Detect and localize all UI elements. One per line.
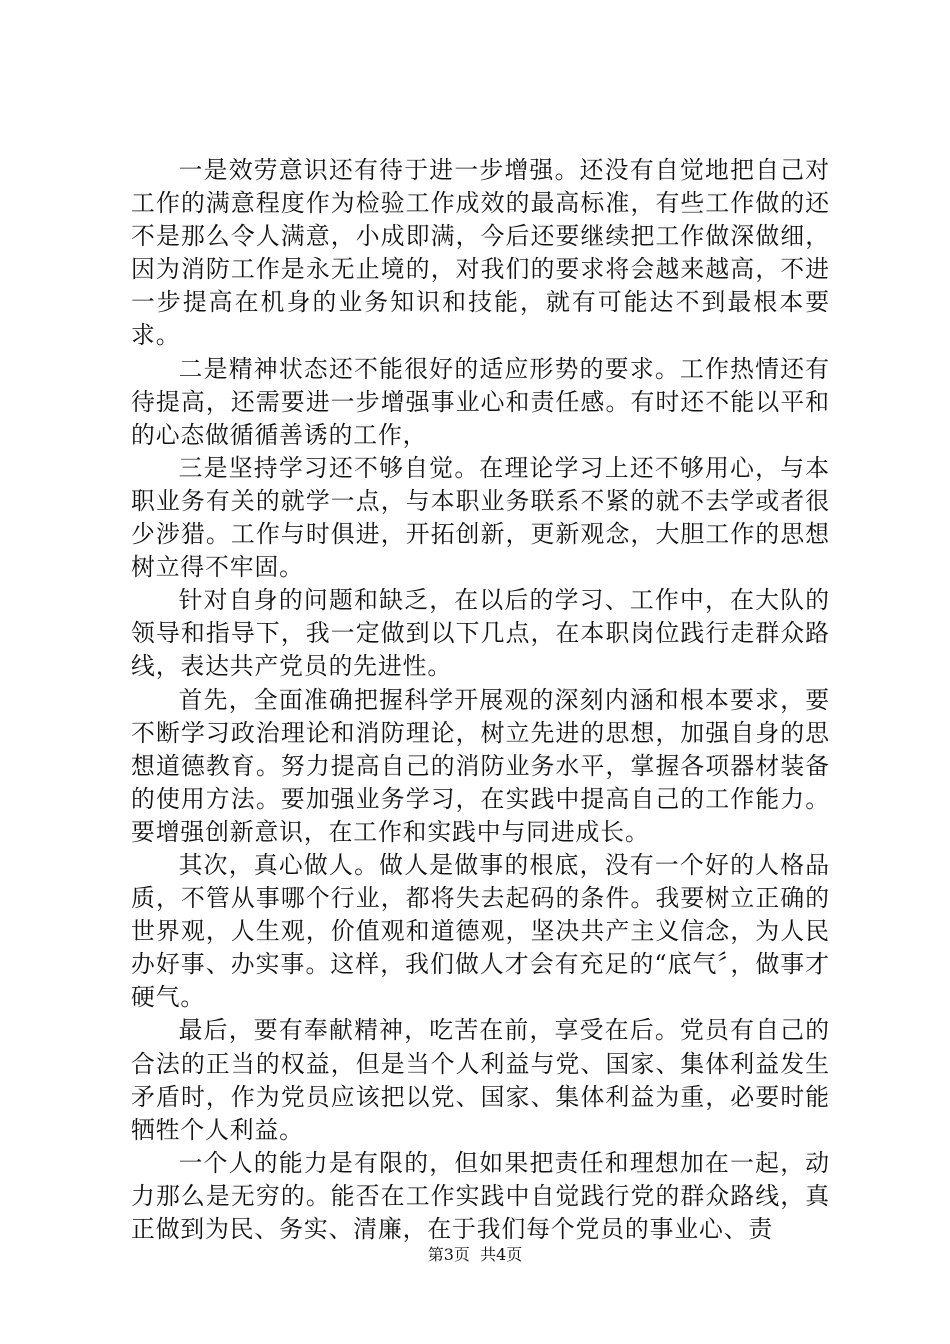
paragraph-improvement-plan: 针对自身的问题和缺乏，在以后的学习、工作中，在大队的领导和指导下，我一定做到以下几点，在本职岗位践行走群众路线，表达共产党员的先进性。: [131, 586, 830, 681]
paragraph-first: 首先，全面准确把握科学开展观的深刻内涵和根本要求，要不断学习政治理论和消防理论，树立先进的思想，加强自身的思想道德教育。努力提高自己的消防业务水平，掌握各项器材装备的使用方法。要加强业务学习，在实践中提高自己的工作能力。要增强创新意识，在工作和实践中与同进成长。: [131, 685, 830, 846]
paragraph-mental-state: 二是精神状态还不能很好的适应形势的要求。工作热情还有待提高，还需要进一步增强事业心和责任感。有时还不能以平和的心态做循循善诱的工作，: [131, 354, 830, 449]
paragraph-second: 其次，真心做人。做人是做事的根底，没有一个好的人格品质，不管从事哪个行业，都将失去起码的条件。我要树立正确的世界观，人生观，价值观和道德观，坚决共产主义信念，为人民办好事、办实事。这样，我们做人才会有充足的“底气〞，做事才硬气。: [131, 850, 830, 1012]
paragraph-service-awareness: 一是效劳意识还有待于进一步增强。还没有自觉地把自己对工作的满意程度作为检验工作成效的最高标准，有些工作做的还不是那么令人满意，小成即满，今后还要继续把工作做深做细，因为消防工作是永无止境的，对我们的要求将会越来越高，不进一步提高在机身的业务知识和技能，就有可能达不到最根本要求。: [131, 156, 830, 350]
page-number: 第3页 共4页: [427, 1245, 523, 1264]
page-footer: [0, 1244, 950, 1266]
document-body: [131, 154, 830, 1246]
paragraph-conclusion: 一个人的能力是有限的，但如果把责任和理想加在一起，动力那么是无穷的。能否在工作实践中自觉践行党的群众路线，真正做到为民、务实、清廉，在于我们每个党员的事业心、责: [131, 1148, 830, 1243]
paragraph-last: 最后，要有奉献精神，吃苦在前，享受在后。党员有自己的合法的正当的权益，但是当个人利益与党、国家、集体利益发生矛盾时，作为党员应该把以党、国家、集体利益为重，必要时能牺牲个人利益。: [131, 1016, 830, 1144]
paragraph-study: 三是坚持学习还不够自觉。在理论学习上还不够用心，与本职业务有关的就学一点，与本职业务联系不紧的就不去学或者很少涉猎。工作与时俱进，开拓创新，更新观念，大胆工作的思想树立得不牢固。: [131, 453, 830, 582]
